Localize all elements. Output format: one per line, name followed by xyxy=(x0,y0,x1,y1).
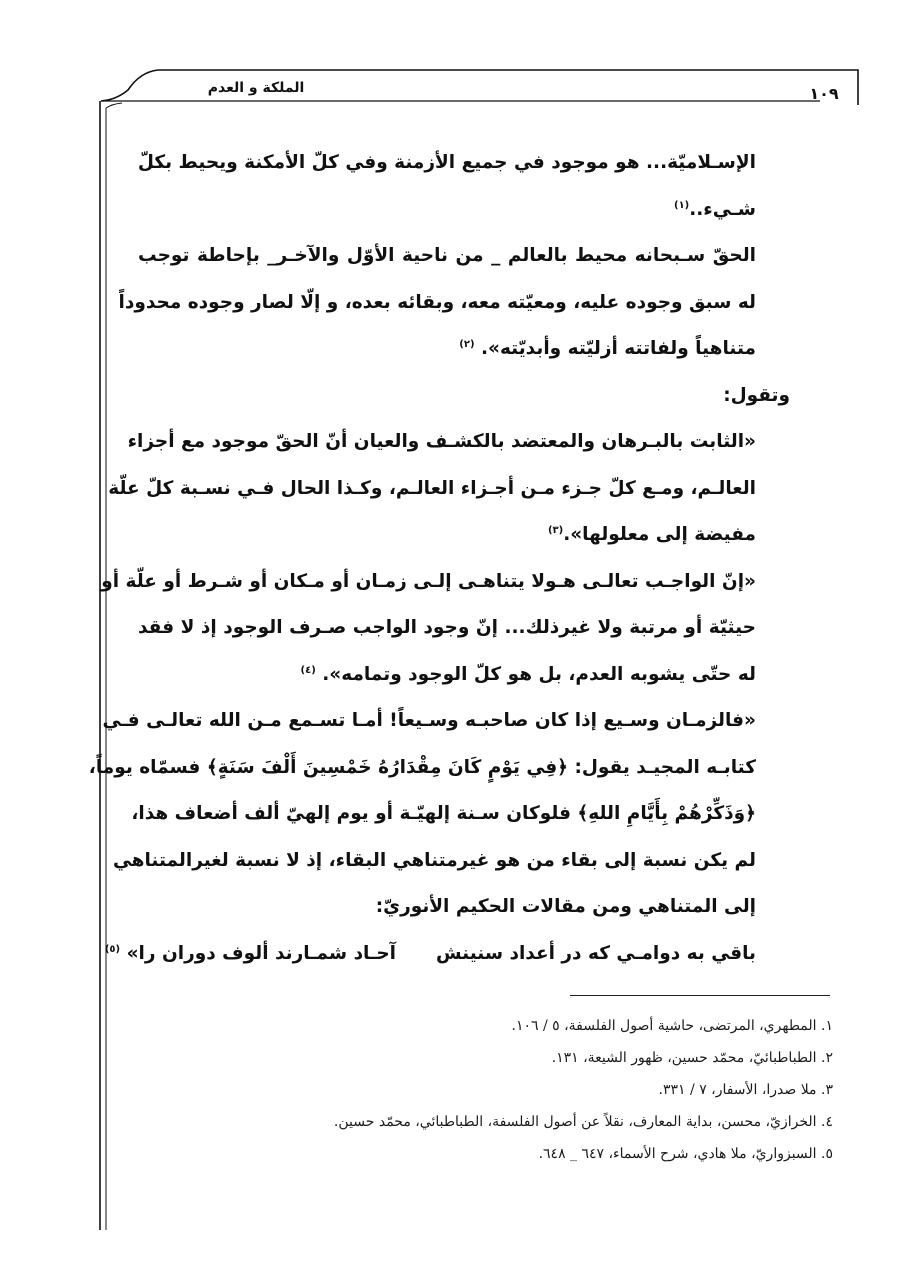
footnote-ref[interactable]: (٥) xyxy=(104,943,121,955)
text-line: إلى المتناهي ومن مقالات الحكيم الأنوريّ: xyxy=(375,896,756,917)
text-line: كتابـه المجيـد يقول: ﴿فِي يَوْمٍ كَانَ مِقْدَارُهُ خَمْسِينَ أَلْفَ سَنَةٍ﴾ فسمّاه يوماً، xyxy=(88,756,756,778)
text-line: له سبق وجوده عليه، ومعيّته معه، وبقائه بعده، و إلّا لصار وجوده محدوداً xyxy=(118,291,756,313)
footnote-item: ٢. الطباطبائيّ، محمّد حسين، ظهور الشيعة، ١٣١. xyxy=(551,1050,833,1066)
verse-first-hemistich: باقي به دوامـي كه در أعداد سنينش xyxy=(436,942,756,964)
footnote-ref[interactable]: (٢) xyxy=(459,338,475,350)
footnote-item: ٤. الخرازيّ، محسن، بداية المعارف، نقلاً عن أصول الفلسفة، الطباطبائي، محمّد حسين. xyxy=(333,1114,833,1130)
section-lead-in: وتقول: xyxy=(723,384,790,406)
text-line: له حتّى يشوبه العدم، بل هو كلّ الوجود وتمامه». xyxy=(322,663,756,685)
main-text xyxy=(88,140,790,977)
running-header-title: الملكة و العدم xyxy=(207,80,305,96)
text-line-with-ref xyxy=(138,652,756,699)
footnote-item: ١. المطهري، المرتضى، حاشية أصول الفلسفة، ٥ / ١٠٦. xyxy=(511,1018,833,1034)
text-line-with-ref xyxy=(138,512,756,559)
page-number: ١٠٩ xyxy=(809,84,839,103)
text-line: متناهياً ولفاتته أزليّته وأبديّته». xyxy=(480,338,756,359)
text-line-with-ref xyxy=(138,187,756,234)
text-line: «إنّ الواجـب تعالـى هـولا يتناهـى إلـى زمـان أو مـكان أو شـرط أو علّة أو xyxy=(101,570,756,592)
text-line: شـيء.. xyxy=(689,198,756,220)
footnote-ref[interactable]: (١) xyxy=(673,199,690,211)
footnote-separator xyxy=(570,995,830,996)
text-line: ﴿وَذَكِّرْهُمْ بِأَيَّامِ اللهِ﴾ فلوكان سـنة إلهيّـة أو يوم إلهيّ ألف أضعاف هذا، xyxy=(131,803,756,824)
text-line: لم يكن نسبة إلى بقاء من هو غيرمتناهي البقاء، إذ لا نسبة لغيرالمتناهي xyxy=(112,849,756,871)
footnote-ref[interactable]: (٤) xyxy=(300,664,316,676)
footnotes xyxy=(250,1010,833,1170)
text-line-with-ref xyxy=(138,326,756,373)
text-line: الحقّ سـبحانه محيط بالعالم _ من ناحية الأوّل والآخـر_ بإحاطة توجب xyxy=(138,245,756,266)
text-line: العالـم، ومـع كلّ جـزء مـن أجـزاء العالـم، وكـذا الحال فـي نسـبة كلّ علّة xyxy=(108,477,756,499)
footnote-ref[interactable]: (٣) xyxy=(547,524,564,536)
text-line: حيثيّة أو مرتبة ولا غيرذلك... إنّ وجود الواجب صـرف الوجود إذ لا فقد xyxy=(138,617,756,638)
footnote-item: ٥. السبزواريّ، ملا هادي، شرح الأسماء، ٦٤٧ _ ٦٤٨. xyxy=(538,1146,833,1162)
text-line: «الثابت بالبـرهان والمعتضد بالكشـف والعيان أنّ الحقّ موجود مع أجزاء xyxy=(127,431,756,452)
text-line: الإسـلاميّة... هو موجود في جميع الأزمنة وفي كلّ الأمكنة ويحيط بكلّ xyxy=(137,152,756,173)
verse-line xyxy=(104,931,756,978)
text-line: مفيضة إلى معلولها». xyxy=(563,524,756,545)
text-line: «فالزمـان وسـيع إذا كان صاحبـه وسـيعاً! أمـا تسـمع مـن الله تعالـى فـي xyxy=(102,710,756,731)
verse-second-hemistich: آحـاد شمـارند ألوف دوران را» xyxy=(126,942,397,964)
footnote-item: ٣. ملا صدرا، الأسفار، ٧ / ٣٣١. xyxy=(658,1082,833,1098)
